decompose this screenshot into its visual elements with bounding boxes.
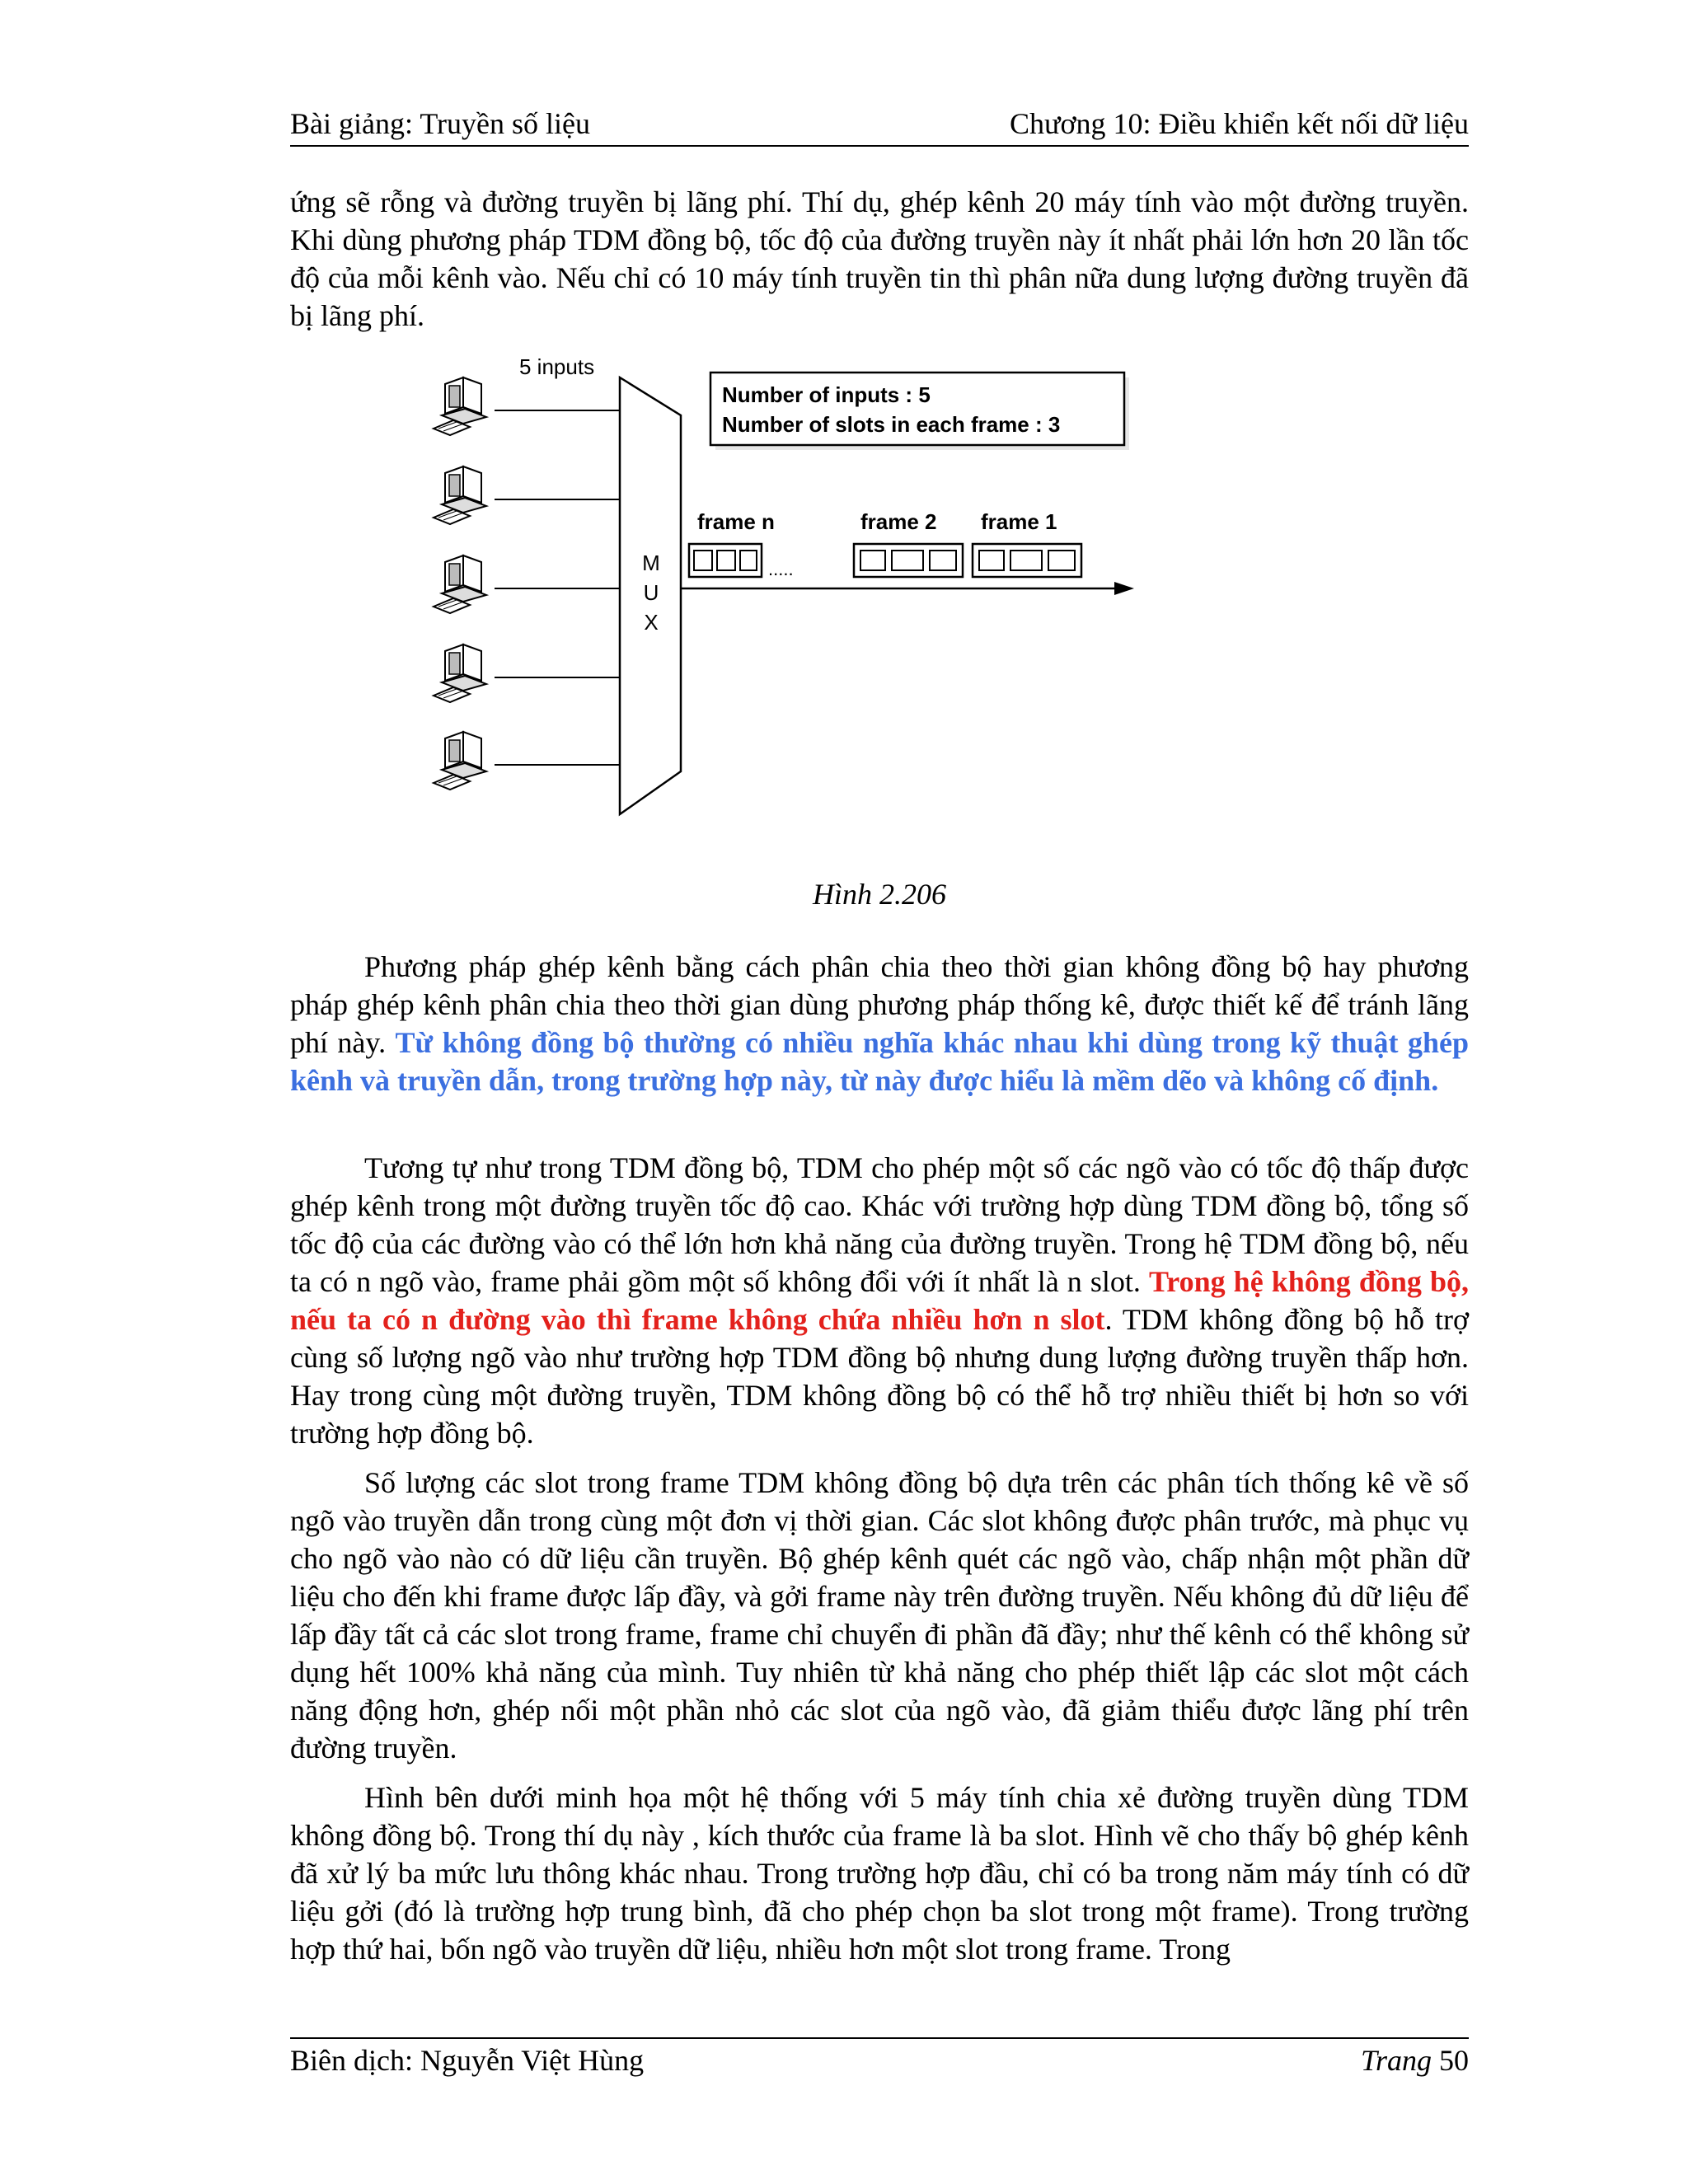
computer-icon [434,377,486,435]
inputs-label: 5 inputs [519,354,595,379]
frame-n [689,544,762,577]
output-arrow [1114,582,1134,595]
paragraph-2 [290,948,1469,1099]
paragraph-2-text: Phương pháp ghép kênh bằng cách phân chia theo thời gian không đồng bộ hay phương pháp ghép kênh phân chia theo thời gian dùng phương pháp thống kê, được thiết kế để tránh lãng phí này. [290,950,1469,1059]
mux-diagram [420,353,1137,831]
frame-n-label: frame n [697,509,775,534]
mux-letter-m: M [642,551,660,575]
computer-icon [434,644,486,702]
page-header [290,102,1469,147]
computer-icon [434,555,486,613]
paragraph-3-highlight: Trong hệ không đồng bộ, nếu ta có n đường vào thì frame không chứa nhiều hơn n slot [290,1265,1469,1336]
header-chapter-title: Chương 10: Điều khiển kết nối dữ liệu [1010,107,1469,140]
mux-letter-u: U [643,580,659,605]
paragraph-1: ứng sẽ rỗng và đường truyền bị lãng phí. Thí dụ, ghép kênh 20 máy tính vào một đường truyền. Khi dùng phương pháp TDM đồng bộ, tốc độ của đường truyền này ít nhất phải lớn hơn 20 lần tốc độ của mỗi kênh vào. Nếu chỉ có 10 máy tính truyền tin thì phân nữa dung lượng đường truyền đã bị lãng phí. [290,185,1469,332]
footer-page-label: Trang [1360,2044,1432,2077]
footer-page-number [1361,2042,1469,2079]
paragraph-3-text-end: . TDM không đồng bộ hỗ trợ cùng số lượng ngõ vào như trường hợp TDM đồng bộ nhưng dung lượng đường truyền thấp hơn. Hay trong cùng một đường truyền, TDM không đồng bộ có thể hỗ trợ nhiều thiết bị hơn so với trường hợp đồng bộ. [290,1303,1470,1450]
frame-2 [854,544,963,577]
page-footer [290,2037,1469,2087]
figure-caption: Hình 2.206 [813,878,946,911]
mux-letter-x: X [644,610,659,635]
frame-1-label: frame 1 [981,509,1057,534]
info-number-of-inputs: Number of inputs : 5 [722,382,931,407]
tdm-figure [420,353,1137,831]
footer-translator: Biên dịch: Nguyễn Việt Hùng [290,2044,645,2077]
header-course-title: Bài giảng: Truyền số liệu [290,107,591,140]
paragraph-3 [290,1149,1469,1452]
paragraph-3-text: Tương tự như trong TDM đồng bộ, TDM cho phép một số các ngõ vào có tốc độ thấp được ghép kênh trong một đường truyền tốc độ cao. Khác với trường hợp dùng TDM đồng bộ, tổng số tốc độ của các đường vào có thể lớn hơn khả năng của đường truyền. Trong hệ TDM đồng bộ, nếu ta có n ngõ vào, frame phải gồm một số không đổi với ít nhất là n slot. [290,1151,1469,1298]
footer-page-value: 50 [1439,2044,1469,2077]
computer-icon [434,466,486,524]
info-slots-per-frame: Number of slots in each frame : 3 [722,412,1061,437]
computer-icon [434,732,486,790]
frame-2-label: frame 2 [860,509,937,534]
paragraph-2-highlight: Từ không đồng bộ thường có nhiều nghĩa khác nhau khi dùng trong kỹ thuật ghép kênh và truyền dẫn, trong trường hợp này, từ này được hiểu là mềm dẽo và không cố định. [290,1026,1469,1097]
frames-ellipsis: ..... [768,559,794,579]
paragraph-4: Số lượng các slot trong frame TDM không đồng bộ dựa trên các phân tích thống kê về số ngõ vào truyền dẫn trong cùng một đơn vị thời gian. Các slot không được phân trước, mà phục vụ cho ngõ vào nào có dữ liệu cần truyền. Bộ ghép kênh quét các ngõ vào, chấp nhận một phần dữ liệu cho đến khi frame được lấp đầy, và gởi frame này trên đường truyền. Nếu không đủ dữ liệu để lấp đầy tất cả các slot trong frame, frame chỉ chuyển đi phần đã đầy; như thế kênh có thể không sử dụng hết 100% khả năng của mình. Tuy nhiên từ khả năng cho phép thiết lập các slot một cách năng động hơn, ghép nối một phần nhỏ các slot của ngõ vào, đã giảm thiểu được lãng phí trên đường truyền. [290,1466,1469,1765]
paragraph-5: Hình bên dưới minh họa một hệ thống với 5 máy tính chia xẻ đường truyền dùng TDM không đồng bộ. Trong thí dụ này , kích thước của frame là ba slot. Hình vẽ cho thấy bộ ghép kênh đã xử lý ba mức lưu thông khác nhau. Trong trường hợp đầu, chỉ có ba trong năm máy tính có dữ liệu gởi (đó là trường hợp trung bình, đã cho phép chọn ba slot trong một frame). Trong trường hợp thứ hai, bốn ngõ vào truyền dữ liệu, nhiều hơn một slot trong frame. Trong [290,1781,1469,1966]
frame-1 [973,544,1081,577]
